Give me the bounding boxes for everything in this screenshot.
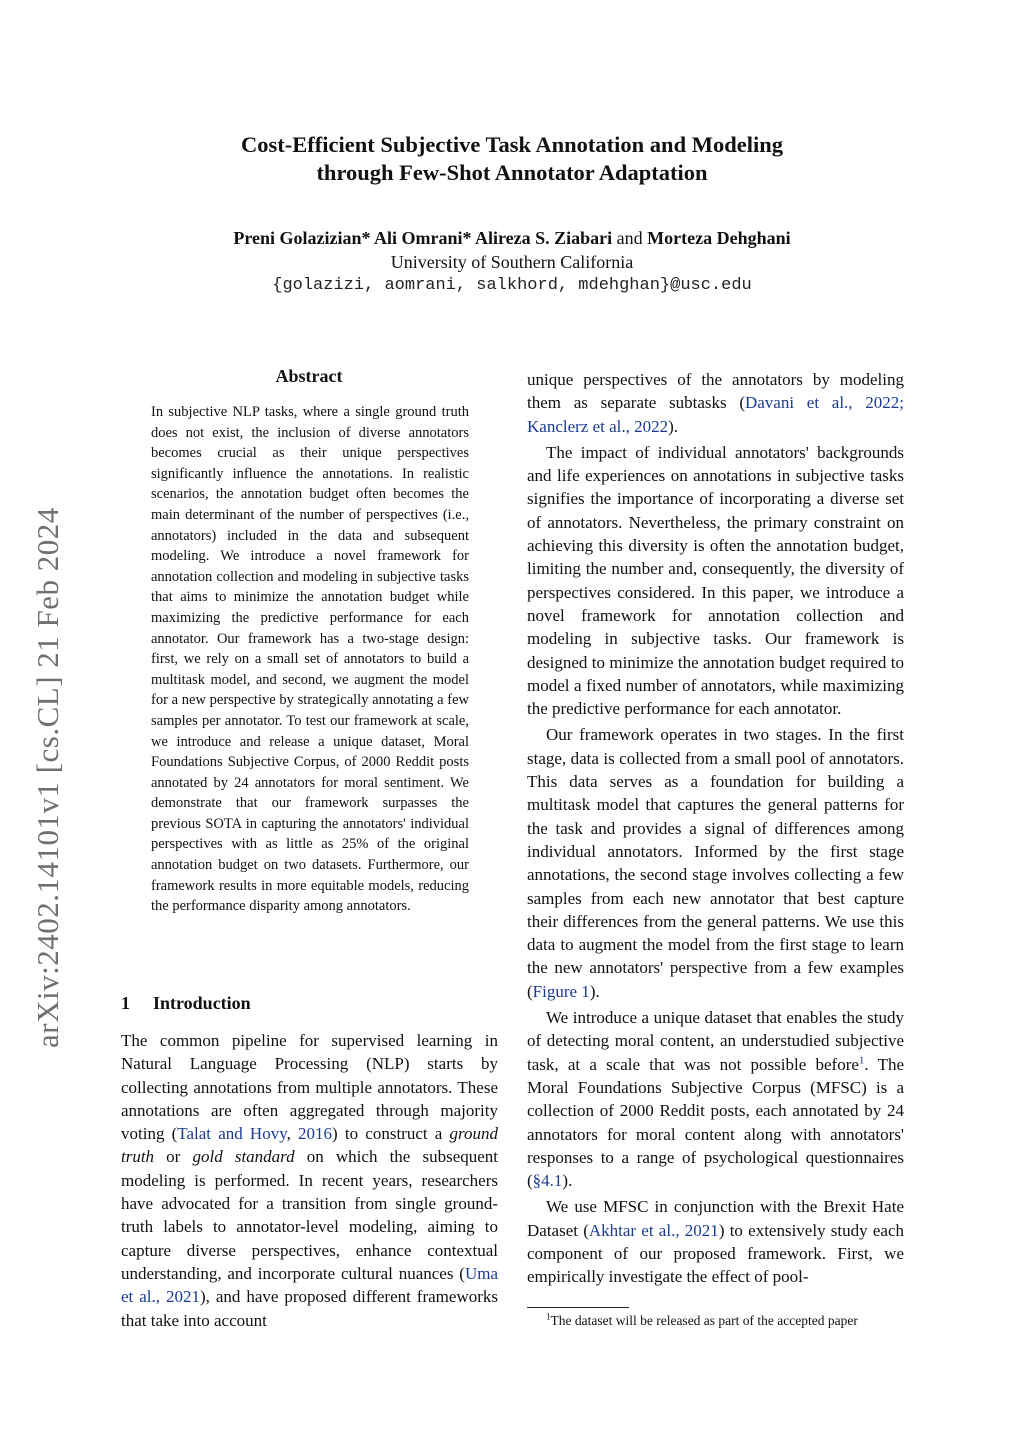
citation-link[interactable]: Talat and Hovy [177,1124,287,1144]
author-block [120,226,904,274]
intro-paragraph-2: The impact of individual annotators' backgrounds and life experiences on annotations in subjective tasks signifies the importance of incorporating a diverse set of annotators. Nevertheless, the primary constraint on achieving this diversity is often the annotation budget, limiting the number and, consequently, the diversity of perspectives considered. In this paper, we introduce a novel framework for annotation collection and modeling in subjective tasks. Our framework is designed to minimize the annotation budget required to model a fixed number of annotators, while maximizing the predictive performance for each annotator. [527,442,904,719]
footnote-marker[interactable]: 1 [858,1053,865,1066]
footnote-divider [527,1307,629,1308]
arxiv-identifier: arXiv:2402.14101v1 [cs.CL] 21 Feb 2024 [30,507,65,1048]
footnote [546,1312,926,1330]
abstract-body: In subjective NLP tasks, where a single ground truth does not exist, the inclusion of diverse annotators becomes crucial as their unique perspectives significantly influence the annotations. In realistic scenarios, the annotation budget often becomes the main determinant of the number of perspectives (i.e., annotators) included in the data and subsequent modeling. We introduce a novel framework for annotation collection and modeling in subjective tasks that aims to minimize the annotation budget while maximizing the predictive performance for each annotator. Our framework has a two-stage design: first, we rely on a small set of annotators to build a multitask model, and second, we augment the model for a new perspective by strategically annotating a few samples per annotator. To test our framework at scale, we introduce and release a unique dataset, Moral Foundations Subjective Corpus, of 2000 Reddit posts annotated by 24 annotators for moral sentiment. We demonstrate that our framework surpasses the previous SOTA in capturing the annotators' individual perspectives with as little as 25% of the original annotation budget on two datasets. Furthermore, our framework results in more equitable models, reducing the performance disparity among annotators. [151,404,469,915]
section-number: 1 [121,993,130,1013]
right-column-text [527,368,904,1289]
title-line-2: through Few-Shot Annotator Adaptation [316,160,708,185]
author-names [120,226,904,250]
intro-paragraph-5: We use MFSC in conjunction with the Brexit Hate Dataset (Akhtar et al., 2021) to extensively study each component of our proposed framework. First, we empirically investigate the effect of pool- [527,1197,905,1287]
author-emails: {golazizi, aomrani, salkhord, mdehghan}@usc.edu [272,276,752,295]
citation-link[interactable]: Davani et al., 2022; Kanclerz et al., 2022 [527,393,904,436]
intro-paragraph-4: We introduce a unique dataset that enables the study of detecting moral content, an understudied subjective task, at a scale that was not possible before$^1$. The Moral Foundations Subjective Corpus (MFSC) is a collection of 2000 Reddit posts, each annotated by 24 annotators for moral content along with annotators' responses to a range of psychological questionnaires (§4.1). [527,1008,905,1191]
footnote-text: The dataset will be released as part of the accepted paper [550,1313,858,1328]
intro-paragraph-1: The common pipeline for supervised learning in Natural Language Processing (NLP) starts by collecting annotations from multiple annotators. These annotations are often aggregated through majority voting (Talat and Hovy, 2016) to construct a ground truth or gold standard on which the subsequent modeling is performed. In recent years, researchers have advocated for a transition from single ground-truth labels to annotator-level modeling, aiming to capture diverse perspectives, enhance contextual understanding, and incorporate cultural nuances (Uma et al., 2021), and have proposed different frameworks that take into account [121,1031,499,1330]
citation-link[interactable]: Akhtar et al., 2021 [588,1220,719,1240]
abstract-heading: Abstract [275,366,343,386]
section-title: Introduction [153,993,251,1013]
citation-link[interactable]: 2016 [298,1124,333,1144]
section-reference-link[interactable]: §4.1 [532,1171,563,1191]
title-line-1: Cost-Efficient Subjective Task Annotation and Modeling [241,132,783,157]
paper-title [120,131,904,187]
authors-last: Morteza Dehghani [647,228,791,248]
left-column-text [121,1029,498,1332]
footnote-number: 1 [546,1311,551,1322]
intro-paragraph-continued: unique perspectives of the annotators by modeling them as separate subtasks (Davani et al., 2022; Kanclerz et al., 2022). [527,370,904,436]
affiliation: University of Southern California [390,252,634,272]
figure-reference-link[interactable]: Figure 1 [532,981,590,1001]
authors-and: and [616,228,643,248]
citation-link[interactable]: Uma et al., 2021 [121,1263,498,1307]
section-heading [121,993,251,1014]
intro-paragraph-3: Our framework operates in two stages. In the first stage, data is collected from a small pool of annotators. This data serves as a foundation for building a multitask model that captures the general patterns for the task and provides a signal of differences among individual annotators. Informed by the first stage annotations, the second stage involves collecting a few samples from each new annotator that best capture their differences from the general patterns. We use this data to augment the model from the first stage to learn the new annotators' perspective from a few examples (Figure 1). [527,725,904,1001]
authors-main: Preni Golazizian* Ali Omrani* Alireza S. Ziabari [233,228,613,248]
